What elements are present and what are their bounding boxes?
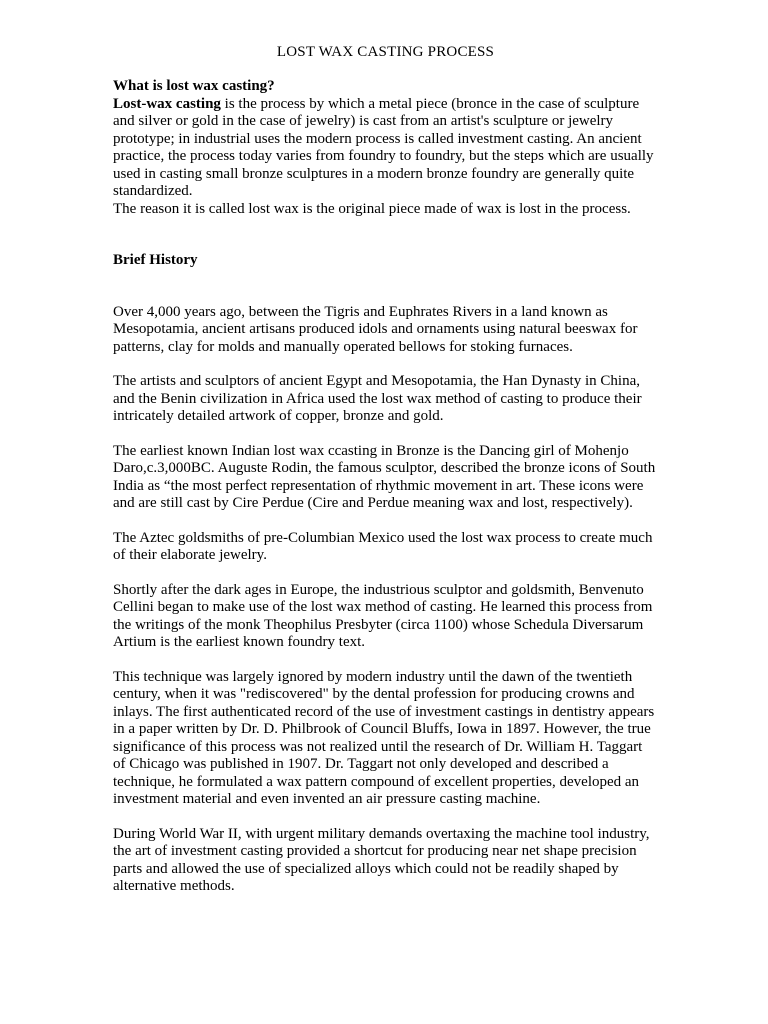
history-paragraph-7: During World War II, with urgent military demands overtaxing the machine tool industry, the art of investment casting provided a shortcut for producing near net shape precision parts and allowed the use of specialized alloys which could not be readily shaped by alternative methods. [113, 825, 650, 894]
intro-term: Lost-wax casting [113, 95, 221, 112]
intro-definition: is the process by which a metal piece (bronce in the case of sculpture and silver or gold in the case of jewelry) is cast from an artist's sculpture or jewelry prototype; in industrial uses the modern process is called investment casting. An ancient practice, the process today varies from foundry to foundry, but the steps which are usually used in casting small bronze sculptures in a modern bronze foundry are generally quite standardized. [113, 95, 654, 199]
history-paragraph-1: Over 4,000 years ago, between the Tigris and Euphrates Rivers in a land known as Mesopotamia, ancient artisans produced idols and ornaments using natural beeswax for patterns, clay for molds and manually operated bellows for stoking furnaces. [113, 303, 638, 355]
intro-definition-paragraph [113, 96, 658, 201]
document-title: LOST WAX CASTING PROCESS [276, 44, 495, 60]
intro-heading: What is lost wax casting? [113, 78, 275, 94]
history-paragraph-6: This technique was largely ignored by modern industry until the dawn of the twentieth century, when it was "rediscovered" by the dental profession for producing crowns and inlays. The first authenticated record of the use of investment castings in dentistry appears in a paper written by Dr. D. Philbrook of Council Bluffs, Iowa in 1897. However, the true significance of this process was not realized until the research of Dr. William H. Taggart of Chicago was published in 1907. Dr. Taggart not only developed and described a technique, he formulated a wax pattern compound of excellent properties, developed an investment material and even invented an air pressure casting machine. [113, 668, 655, 807]
history-paragraph-3: The earliest known Indian lost wax ccasting in Bronze is the Dancing girl of Mohenjo Daro,c.3,000BC. Auguste Rodin, the famous sculptor, described the bronze icons of South India as “the most perfect representation of rhythmic movement in art. These icons were and are still cast by Cire Perdue (Cire and Perdue meaning wax and lost, respectively). [113, 442, 656, 511]
history-heading: Brief History [113, 252, 198, 268]
history-paragraph-4: The Aztec goldsmiths of pre-Columbian Mexico used the lost wax process to create much of their elaborate jewelry. [113, 529, 653, 563]
history-paragraph-2: The artists and sculptors of ancient Egypt and Mesopotamia, the Han Dynasty in China, and the Benin civilization in Africa used the lost wax method of casting to produce their intricately detailed artwork of copper, bronze and gold. [113, 373, 642, 424]
intro-reason: The reason it is called lost wax is the original piece made of wax is lost in the process. [113, 200, 631, 217]
history-paragraph-5: Shortly after the dark ages in Europe, the industrious sculptor and goldsmith, Benvenuto Cellini began to make use of the lost wax method of casting. He learned this process from the writings of the monk Theophilus Presbyter (circa 1100) whose Schedula Diversarum Artium is the earliest known foundry text. [113, 581, 653, 650]
